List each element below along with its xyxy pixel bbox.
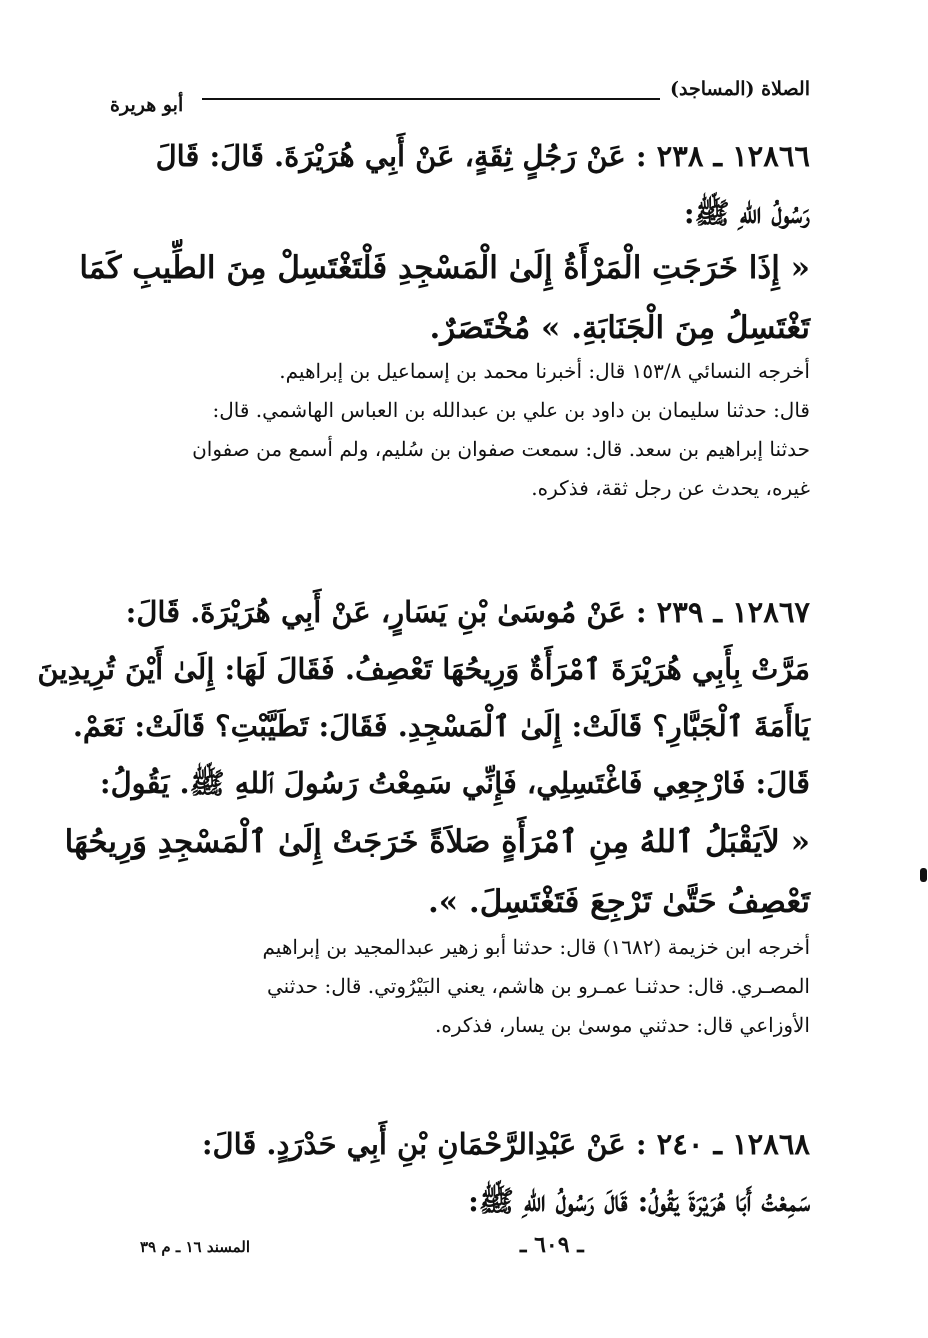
hadith-line: رَسُولُ اللهِ ﷺ:: [683, 196, 810, 230]
prophetic-quote-12866: [79, 238, 810, 358]
running-header: [110, 74, 810, 120]
takhrij-line: حدثنا إبراهيم بن سعد. قال: سمعت صفوان بن سُليم، ولم أسمع من صفوان: [192, 437, 810, 461]
hadith-line: ١٢٨٦٧ ـ ٢٣٩ : عَنْ مُوسَىٰ بْنِ يَسَارٍ، عَنْ أَبِي هُرَيْرَةَ. قَالَ:: [125, 595, 810, 629]
prophetic-quote-12867: [64, 812, 810, 932]
header-rule: [202, 98, 660, 100]
takhrij-12867: [118, 928, 810, 1045]
quote-line: « إِذَا خَرَجَتِ الْمَرْأَةُ إِلَىٰ الْمَسْجِدِ فَلْتَغْتَسِلْ مِنَ الطِّيبِ كَمَا: [79, 250, 810, 286]
narrator-title: أبو هريرة: [110, 94, 184, 116]
hadith-12867: [37, 584, 810, 812]
takhrij-line: قال: حدثنا سليمان بن داود بن علي بن عبدالله بن العباس الهاشمي. قال:: [212, 398, 810, 422]
quote-line: « لاَيَقْبَلُ ٱللهُ مِنِ ٱمْرَأَةٍ صَلاَةً خَرَجَتْ إِلَىٰ ٱلْمَسْجِدِ وَرِيحُهَا: [64, 824, 810, 860]
hadith-line: ١٢٨٦٦ ـ ٢٣٨ : عَنْ رَجُلٍ ثِقَةٍ، عَنْ أَبِي هُرَيْرَةَ. قَالَ: قَالَ: [155, 139, 810, 173]
hadith-line: ١٢٨٦٨ ـ ٢٤٠ : عَنْ عَبْدِالرَّحْمَانِ بْنِ أَبِي حَدْرَدٍ. قَالَ:: [201, 1127, 810, 1161]
hadith-line: سَمِعْتُ أَبَا هُرَيْرَةَ يَقُولُ: قَالَ رَسُولُ اللهِ ﷺ:: [468, 1184, 810, 1218]
takhrij-line: الأوزاعي قال: حدثني موسىٰ بن يسار، فذكره.: [435, 1013, 810, 1037]
hadith-line: قَالَ: فَارْجِعِي فَاغْتَسِلِي، فَإِنِّي سَمِعْتُ رَسُولَ ٱللهِ ﷺ. يَقُولُ:: [99, 766, 810, 800]
takhrij-line: أخرجه النسائي ١٥٣/٨ قال: أخبرنا محمد بن إسماعيل بن إبراهيم.: [279, 359, 810, 383]
page-footer: [110, 1232, 810, 1272]
takhrij-line: أخرجه ابن خزيمة (١٦٨٢) قال: حدثنا أبو زهير عبدالمجيد بن إبراهيم: [262, 935, 810, 959]
quote-line: تَغْتَسِلُ مِنَ الْجَنَابَةِ. » مُخْتَصَرٌ.: [429, 310, 810, 346]
volume-signature: المسند ١٦ ـ م ٣٩: [140, 1238, 251, 1256]
hadith-line: مَرَّتْ بِأَبِي هُرَيْرَةَ ٱمْرَأَةٌ وَرِيحُهَا تَعْصِفُ. فَقَالَ لَهَا: إِلَىٰ أَيْنَ تُرِيدِينَ: [37, 652, 810, 686]
hadith-line: يَاأَمَةَ ٱلْجَبَّارِ؟ قَالَتْ: إِلَىٰ ٱلْمَسْجِدِ. فَقَالَ: تَطَيَّبْتِ؟ قَالَتْ: نَعَمْ.: [72, 709, 810, 743]
takhrij-12866: [118, 352, 810, 508]
hadith-12868: [118, 1116, 810, 1230]
quote-line: تَعْصِفُ حَتَّىٰ تَرْجِعَ فَتَغْتَسِلَ. ».: [427, 884, 810, 920]
takhrij-line: المصـري. قال: حدثنـا عمـرو بن هاشم، يعني البَيْرُوتي. قال: حدثني: [266, 974, 810, 998]
scan-edge-mark: [920, 868, 927, 882]
page-number: ـ ٦٠٩ ـ: [520, 1232, 584, 1258]
chapter-title: الصلاة (المساجد): [670, 78, 810, 100]
takhrij-line: غيره، يحدث عن رجل ثقة، فذكره.: [531, 476, 810, 500]
hadith-12866: [118, 128, 810, 242]
